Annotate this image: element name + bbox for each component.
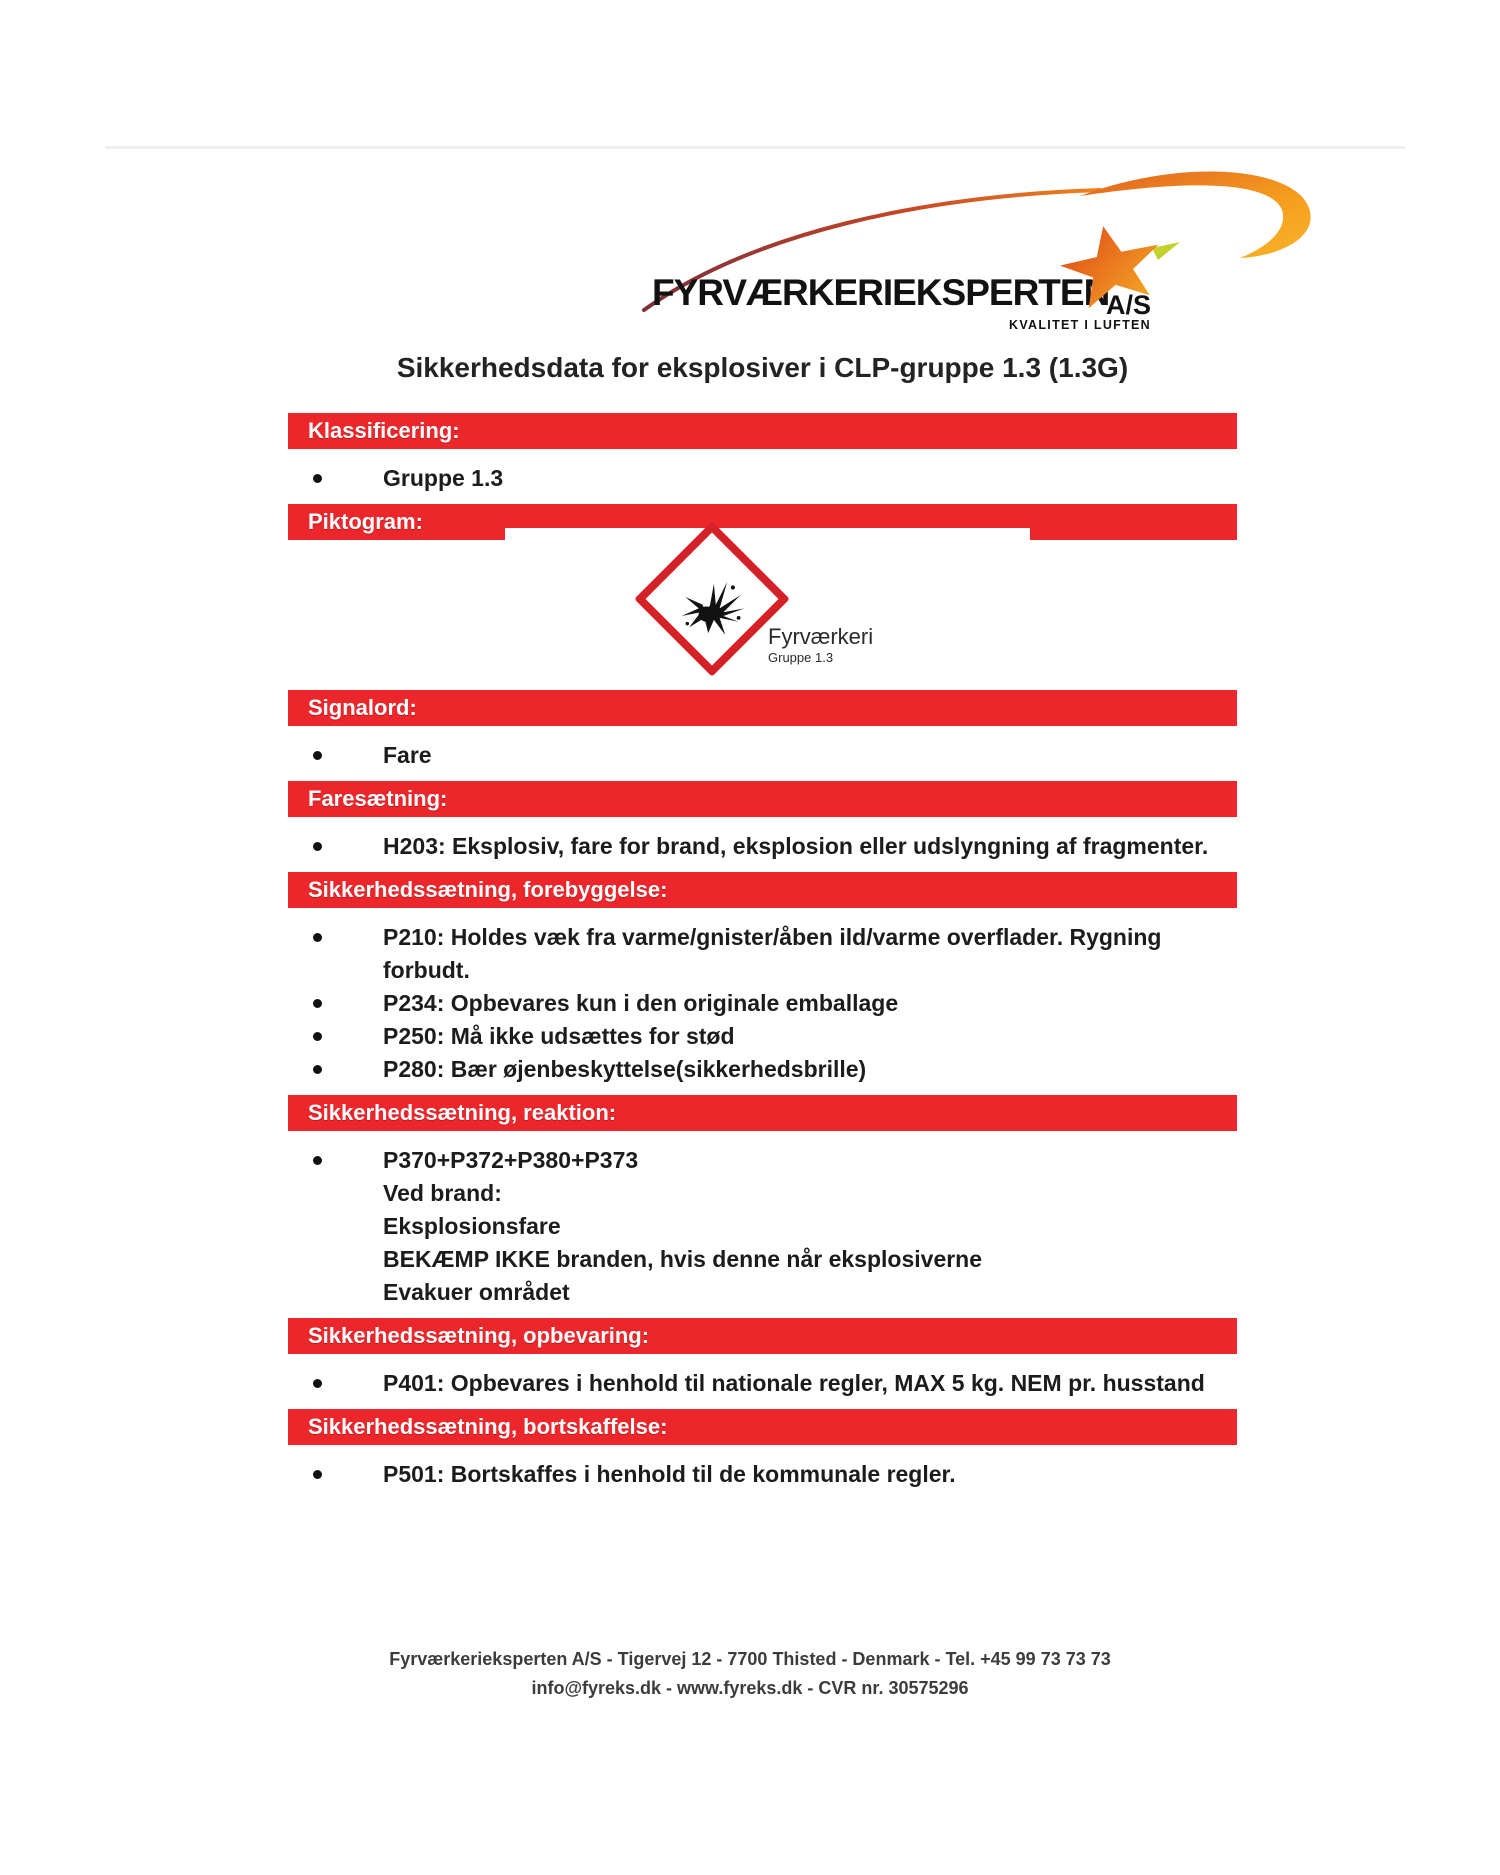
bullet-dot xyxy=(313,1470,322,1479)
list-item xyxy=(383,830,1213,863)
section-header-signalord xyxy=(288,690,1237,726)
list-item xyxy=(383,1458,1213,1491)
page-top-rule xyxy=(105,146,1405,149)
list-item xyxy=(383,462,1213,495)
list-item-text: Eksplosionsfare xyxy=(383,1213,561,1239)
logo-brand-text: FYRVÆRKERIEKSPERTEN xyxy=(652,272,1110,313)
bullet-dot xyxy=(313,1065,322,1074)
explosive-pictogram-diamond xyxy=(634,521,790,677)
page-title: Sikkerhedsdata for eksplosiver i CLP-gruppe 1.3 (1.3G) xyxy=(396,352,1129,383)
section-klassificering xyxy=(288,413,1237,504)
section-reaktion xyxy=(288,1095,1237,1318)
list-item-text: P370+P372+P380+P373 xyxy=(383,1147,639,1173)
explosion-icon xyxy=(674,572,750,648)
section-header-klassificering xyxy=(288,413,1237,449)
bullet-dot xyxy=(313,474,322,483)
list-item-text: P210: Holdes væk fra varme/gnister/åben ild/varme overflader. Rygning forbudt. xyxy=(383,924,1162,983)
bullet-dot xyxy=(313,999,322,1008)
section-header-faresaetning xyxy=(288,781,1237,817)
section-signalord xyxy=(288,690,1237,781)
logo-graphic xyxy=(540,150,1320,340)
bullet-dot xyxy=(313,1032,322,1041)
bullet-dot xyxy=(313,1379,322,1388)
list-item-text: P501: Bortskaffes i henhold til de kommunale regler. xyxy=(383,1461,956,1487)
section-header-piktogram xyxy=(288,504,1237,540)
section-header-bortskaffelse xyxy=(288,1409,1237,1445)
list-item-text: Fare xyxy=(383,742,432,768)
list-item-text: Gruppe 1.3 xyxy=(383,465,504,491)
bullet-dot xyxy=(313,933,322,942)
list-item-text: H203: Eksplosiv, fare for brand, eksplosion eller udslyngning af fragmenter. xyxy=(383,833,1209,859)
section-header-label: Sikkerhedssætning, forebyggelse: xyxy=(308,877,668,902)
list-item-text: P234: Opbevares kun i den originale emballage xyxy=(383,990,899,1016)
bullet-dot xyxy=(313,1156,322,1165)
pictogram-label: Fyrværkeri xyxy=(768,624,874,649)
list-item xyxy=(383,921,1213,987)
section-header-label: Piktogram: xyxy=(308,509,423,534)
logo-green-accent xyxy=(1152,242,1180,260)
footer-line-1: Fyrværkerieksperten A/S - Tigervej 12 - 7700 Thisted - Denmark - Tel. +45 99 73 73 73 xyxy=(389,1649,1111,1669)
section-bortskaffelse xyxy=(288,1409,1237,1500)
bullet-dot xyxy=(313,842,322,851)
bullet-dot xyxy=(313,751,322,760)
company-logo xyxy=(540,150,1320,340)
list-item xyxy=(383,739,1213,772)
pictogram-area xyxy=(288,540,1237,690)
section-header-opbevaring xyxy=(288,1318,1237,1354)
list-item-text: Ved brand: xyxy=(383,1180,502,1206)
section-header-label: Signalord: xyxy=(308,695,417,720)
page-footer xyxy=(0,1645,1500,1703)
list-item-text: P401: Opbevares i henhold til nationale regler, MAX 5 kg. NEM pr. husstand xyxy=(383,1370,1205,1396)
section-header-label: Sikkerhedssætning, opbevaring: xyxy=(308,1323,650,1348)
list-item-text: BEKÆMP IKKE branden, hvis denne når eksplosiverne xyxy=(383,1246,983,1272)
section-header-label: Sikkerhedssætning, bortskaffelse: xyxy=(308,1414,668,1439)
pictogram-sublabel: Gruppe 1.3 xyxy=(768,650,834,665)
list-item xyxy=(383,1053,1213,1086)
section-piktogram xyxy=(288,504,1237,690)
section-header-label: Klassificering: xyxy=(308,418,460,443)
section-faresaetning xyxy=(288,781,1237,872)
section-header-forebyggelse xyxy=(288,872,1237,908)
list-item xyxy=(383,1020,1213,1053)
list-item-text: P250: Må ikke udsættes for stød xyxy=(383,1023,735,1049)
content-column xyxy=(288,340,1237,1500)
list-item xyxy=(383,1367,1213,1400)
list-item-text: Evakuer området xyxy=(383,1279,570,1305)
list-item xyxy=(383,987,1213,1020)
section-header-label: Sikkerhedssætning, reaktion: xyxy=(308,1100,617,1125)
logo-suffix-text: A/S xyxy=(1106,290,1152,320)
section-forebyggelse xyxy=(288,872,1237,1095)
bar-notch-artifact xyxy=(505,528,1030,540)
footer-line-2: info@fyreks.dk - www.fyreks.dk - CVR nr. 30575296 xyxy=(531,1678,969,1698)
pictogram-caption xyxy=(768,624,873,665)
list-item xyxy=(383,1144,1213,1309)
list-item-text: P280: Bær øjenbeskyttelse(sikkerhedsbrille) xyxy=(383,1056,867,1082)
section-header-label: Faresætning: xyxy=(308,786,448,811)
section-header-reaktion xyxy=(288,1095,1237,1131)
section-opbevaring xyxy=(288,1318,1237,1409)
logo-tagline-text: KVALITET I LUFTEN xyxy=(1009,318,1151,332)
